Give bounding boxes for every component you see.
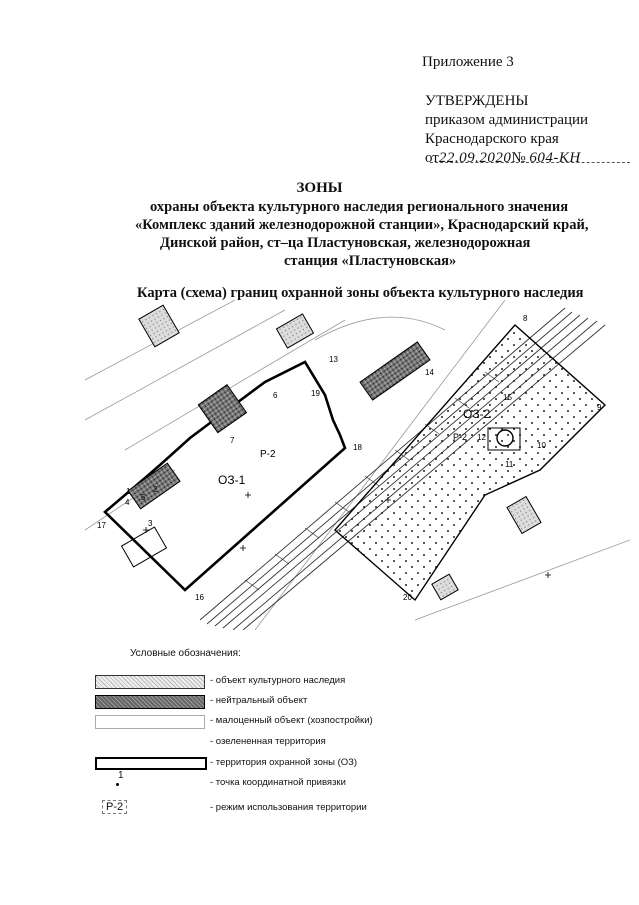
appendix-label: Приложение 3 bbox=[422, 54, 514, 70]
date-underline bbox=[430, 162, 630, 164]
legend-label: - озелененная территория bbox=[210, 736, 326, 747]
minor-building bbox=[432, 574, 458, 600]
legend-label: - точка координатной привязки bbox=[210, 777, 346, 788]
legend-label: - режим использования территории bbox=[210, 802, 367, 813]
point-number: 15 bbox=[503, 393, 512, 402]
point-number: 4 bbox=[125, 498, 130, 507]
point-number: 18 bbox=[353, 443, 362, 452]
point-number: 6 bbox=[273, 391, 278, 400]
point-number: 5 bbox=[141, 493, 146, 502]
title-line-1: охраны объекта культурного наследия регионального значения bbox=[150, 199, 569, 215]
legend-label: - нейтральный объект bbox=[210, 695, 308, 706]
regime-marker: Р-2 bbox=[102, 800, 127, 814]
point-number: 20 bbox=[403, 593, 412, 602]
point-number: 1 bbox=[126, 487, 131, 496]
heritage-swatch bbox=[95, 675, 205, 689]
order-label: приказом администрации bbox=[425, 112, 589, 128]
point-number: 8 bbox=[523, 314, 528, 323]
neutral-swatch bbox=[95, 695, 205, 709]
point-number: 10 bbox=[537, 441, 546, 450]
approved-label: УТВЕРЖДЕНЫ bbox=[425, 93, 529, 109]
point-marker-number: 1 bbox=[118, 770, 124, 781]
point-number: 9 bbox=[597, 403, 602, 412]
regime-label: Р-2 bbox=[453, 432, 468, 442]
neutral-building bbox=[360, 342, 430, 400]
title-line-2: «Комплекс зданий железнодорожной станции», Краснодарский край, bbox=[135, 217, 589, 233]
legend-label: - малоценный объект (хозпостройки) bbox=[210, 715, 373, 726]
order-date-line bbox=[425, 149, 588, 168]
handwritten-date: 22.09.2020 bbox=[438, 150, 512, 166]
zone-oz2 bbox=[335, 325, 605, 600]
document-title: ЗОНЫ bbox=[296, 180, 343, 196]
title-line-3: Динской район, ст–ца Пластуновская, железнодорожная bbox=[160, 235, 531, 251]
map-caption: Карта (схема) границ охранной зоны объекта культурного наследия bbox=[137, 285, 584, 301]
point-number: 11 bbox=[505, 460, 514, 469]
handwritten-number: 604-КН bbox=[529, 150, 581, 166]
point-number: 13 bbox=[329, 355, 338, 364]
point-number: 17 bbox=[97, 521, 106, 530]
zone-swatch bbox=[95, 757, 207, 770]
point-number: 12 bbox=[477, 433, 486, 442]
point-marker-dot bbox=[116, 783, 119, 786]
zone-oz2-label: ОЗ-2 bbox=[463, 407, 491, 421]
point-number: 7 bbox=[230, 436, 235, 445]
date-prefix: от bbox=[425, 150, 439, 166]
approval-block bbox=[425, 92, 588, 168]
legend-title: Условные обозначения: bbox=[130, 648, 241, 659]
zone-map bbox=[85, 300, 630, 630]
title-line-4: станция «Пластуновская» bbox=[284, 253, 457, 269]
neutral-building bbox=[139, 305, 179, 347]
number-prefix: № bbox=[511, 150, 526, 166]
minor-building bbox=[507, 497, 541, 534]
point-number: 2 bbox=[153, 485, 158, 494]
minor-building bbox=[277, 314, 314, 348]
regime-label: Р-2 bbox=[260, 449, 276, 460]
region-label: Краснодарского края bbox=[425, 131, 559, 147]
legend-label: - территория охранной зоны (ОЗ) bbox=[210, 757, 358, 768]
point-number: 16 bbox=[195, 593, 204, 602]
legend-label: - объект культурного наследия bbox=[210, 675, 346, 686]
zone-oz1-label: ОЗ-1 bbox=[218, 473, 246, 487]
point-number: 3 bbox=[148, 519, 153, 528]
point-number: 19 bbox=[311, 389, 320, 398]
point-number: 14 bbox=[425, 368, 434, 377]
minor-swatch bbox=[95, 715, 205, 729]
